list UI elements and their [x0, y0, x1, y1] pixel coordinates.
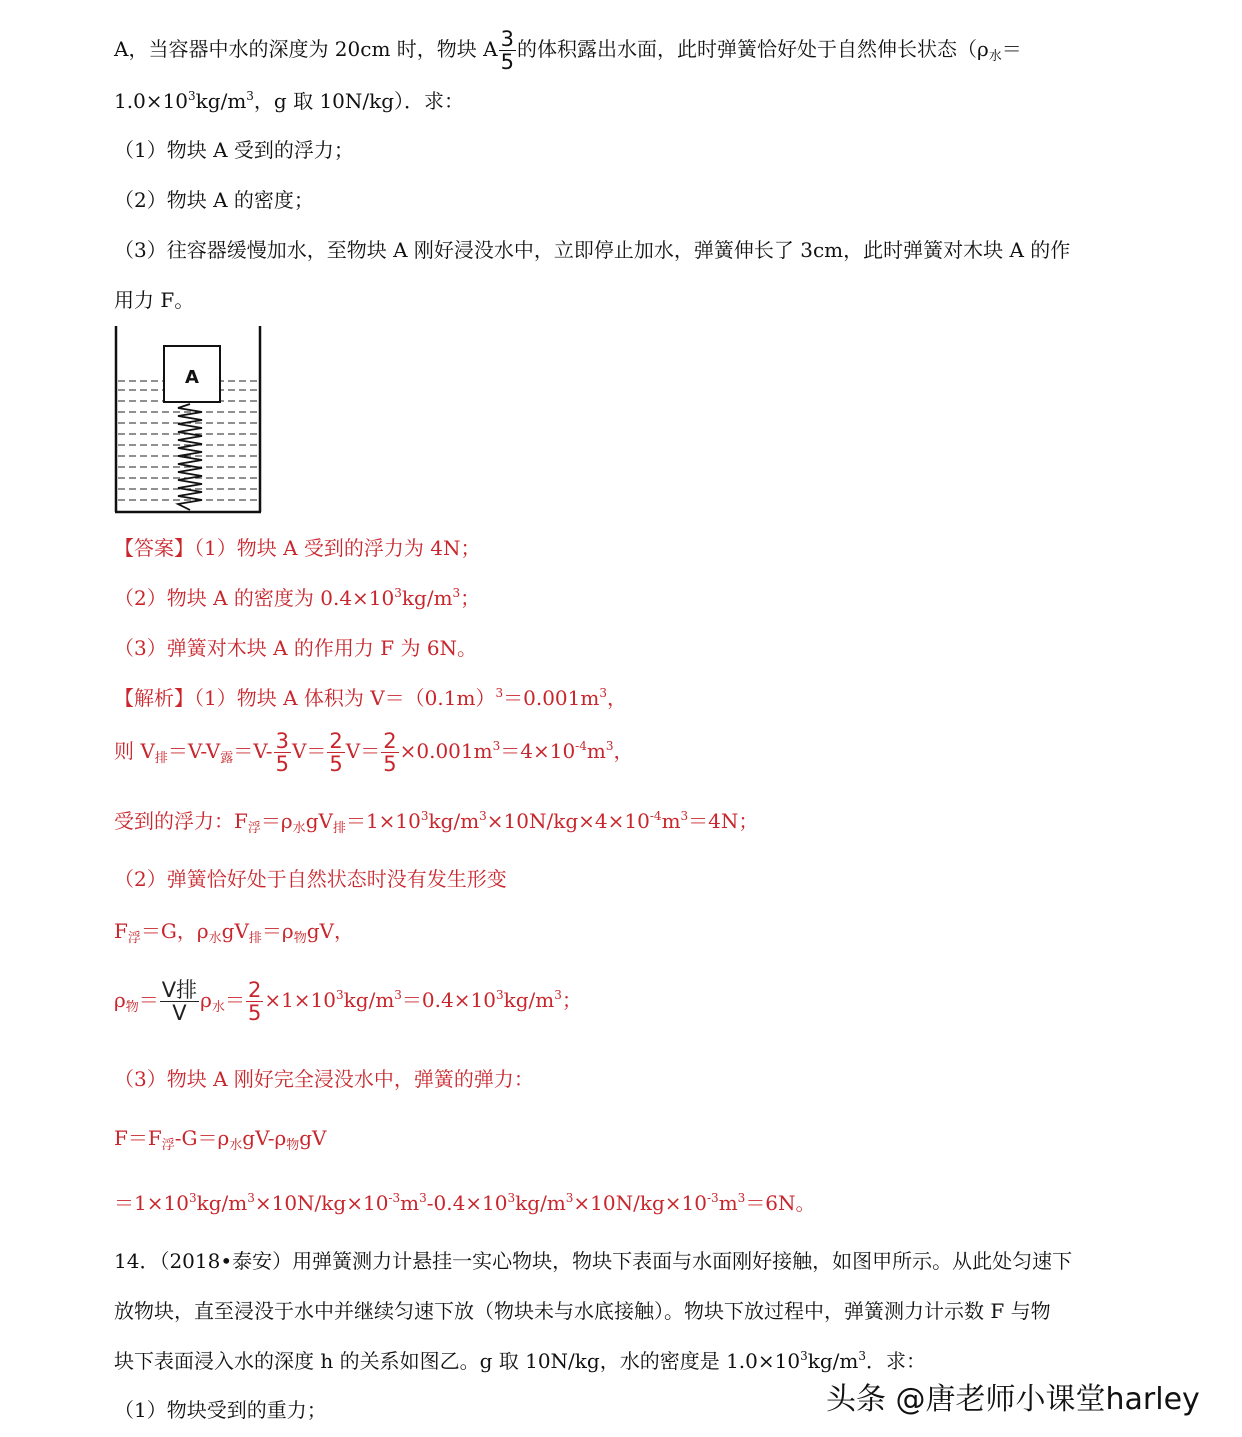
text: gV，	[306, 919, 354, 943]
superscript: 3	[492, 739, 501, 753]
text: kg/m	[401, 586, 453, 610]
text: ＝G，ρ	[140, 919, 209, 943]
subscript: 物	[286, 1138, 300, 1153]
question-2: （2）物块 A 的密度；	[114, 188, 314, 212]
text: m	[400, 1191, 420, 1215]
block-a-label: A	[185, 367, 199, 388]
analysis-line-5	[114, 918, 354, 952]
superscript: 3	[565, 1191, 574, 1205]
answer-line-1	[114, 535, 480, 561]
text: ×10N/kg×10	[254, 1191, 389, 1215]
text: ，	[606, 686, 627, 710]
subscript: 浮	[161, 1138, 175, 1153]
superscript: 3	[420, 809, 429, 823]
denominator: 5	[500, 50, 514, 74]
text: 则 V	[114, 739, 155, 763]
superscript: 3	[605, 739, 614, 753]
superscript: -3	[707, 1191, 719, 1205]
problem14-line-3	[114, 1348, 926, 1374]
text: ＝4N；	[688, 809, 759, 833]
denominator: V	[172, 1001, 187, 1025]
text: ＝	[1001, 37, 1022, 61]
subscript: 水	[229, 1138, 243, 1153]
text: ×1×10	[264, 988, 337, 1012]
text: m	[661, 809, 681, 833]
subscript: 浮	[247, 821, 261, 836]
superscript: -3	[388, 1191, 401, 1205]
analysis-line-8	[114, 1125, 327, 1159]
numerator: 2	[329, 729, 343, 753]
subscript: 露	[220, 751, 234, 766]
text: kg/m	[428, 809, 480, 833]
text: m	[718, 1191, 738, 1215]
text: 受到的浮力：F	[114, 809, 248, 833]
superscript: 3	[858, 1349, 866, 1363]
text: （1）物块 A 体积为 V＝（0.1m）	[194, 686, 496, 710]
text: kg/m	[343, 988, 395, 1012]
superscript: 3	[452, 586, 461, 600]
superscript: 3	[554, 988, 562, 1002]
text: -0.4×10	[426, 1191, 508, 1215]
text: ＝ρ	[261, 919, 294, 943]
text: ＝1×10	[114, 1191, 189, 1215]
problem-intro-line	[114, 28, 1022, 73]
text: ＝4×10	[500, 739, 576, 763]
fraction	[327, 730, 344, 775]
text: ＝	[224, 988, 245, 1012]
numerator: V排	[161, 978, 198, 1002]
question-1: （1）物块 A 受到的浮力；	[114, 138, 354, 162]
superscript: 3	[247, 1191, 255, 1205]
subscript: 物	[125, 1000, 139, 1015]
superscript: 3	[800, 1349, 808, 1363]
text: ，	[613, 739, 634, 763]
text: （1）物块 A 受到的浮力为 4N；	[194, 536, 481, 560]
problem14-question-1: （1）物块受到的重力；	[114, 1398, 327, 1422]
numerator: 2	[247, 978, 262, 1002]
fraction	[274, 730, 291, 775]
denominator: 5	[329, 752, 343, 776]
text: A，当容器中水的深度为 20cm 时，物块 A	[114, 37, 498, 61]
analysis-line-9	[114, 1190, 816, 1216]
text: ×0.001m	[399, 739, 493, 763]
superscript: 3	[394, 586, 402, 600]
text: 1.0×10	[114, 89, 189, 113]
answer-line-3: （3）弹簧对木块 A 的作用力 F 为 6N。	[114, 636, 478, 660]
problem14-line-2: 放物块，直至浸没于水中并继续匀速下放（物块未与水底接触）。物块下放过程中，弹簧测力计示数 F 与物	[114, 1299, 1051, 1323]
superscript: 3	[188, 89, 196, 103]
text: kg/m	[807, 1349, 859, 1373]
text: ＝1×10	[345, 809, 421, 833]
superscript: 3	[188, 1191, 197, 1205]
analysis-line-3	[114, 808, 758, 842]
text: ×10N/kg×4×10	[486, 809, 650, 833]
text: ．求：	[866, 1349, 926, 1373]
text: ，g 取 10N/kg）．求：	[253, 89, 465, 113]
text: gV-ρ	[242, 1126, 287, 1150]
text: kg/m	[195, 89, 247, 113]
superscript: 3	[246, 89, 254, 103]
text: kg/m	[196, 1191, 248, 1215]
question-3-line-1: （3）往容器缓慢加水，至物块 A 刚好浸没水中，立即停止加水，弹簧伸长了 3cm，此时弹簧对木块 A 的作	[114, 238, 1071, 262]
text: V＝	[345, 739, 381, 763]
superscript: -4	[575, 739, 587, 753]
text: F	[114, 919, 128, 943]
numerator: 3	[275, 729, 289, 753]
fraction	[381, 730, 398, 775]
text: ×10N/kg×10	[573, 1191, 707, 1215]
subscript: 水	[988, 49, 1002, 64]
fraction	[246, 979, 263, 1024]
analysis-line-1	[114, 685, 627, 711]
text: （2）物块 A 的密度为 0.4×10	[114, 586, 395, 610]
subscript: 浮	[127, 931, 141, 946]
subscript: 排	[332, 821, 346, 836]
analysis-line-2	[114, 726, 633, 784]
answer-line-2	[114, 585, 480, 611]
subscript: 水	[211, 1000, 225, 1015]
problem-constants-line	[114, 88, 464, 114]
text: gV	[221, 919, 249, 943]
text: ＝6N。	[745, 1191, 816, 1215]
container-spring-figure	[112, 324, 264, 516]
text: ；	[460, 586, 481, 610]
text: ＝V-	[233, 739, 273, 763]
superscript: -4	[649, 809, 662, 823]
text: F＝F	[114, 1126, 162, 1150]
fraction	[160, 979, 199, 1024]
text: 的体积露出水面，此时弹簧恰好处于自然伸长状态（ρ	[516, 37, 989, 61]
watermark: 头条 @唐老师小课堂harley	[826, 1382, 1200, 1417]
superscript: 3	[419, 1191, 427, 1205]
subscript: 排	[248, 931, 262, 946]
denominator: 5	[247, 1001, 262, 1025]
subscript: 水	[208, 931, 222, 946]
denominator: 5	[275, 752, 289, 776]
superscript: 3	[507, 1191, 516, 1205]
analysis-line-7: （3）物块 A 刚好完全浸没水中，弹簧的弹力：	[114, 1067, 534, 1091]
subscript: 排	[154, 751, 168, 766]
superscript: 3	[680, 809, 689, 823]
text: ＝0.4×10	[401, 988, 496, 1012]
text: kg/m	[515, 1191, 566, 1215]
text: kg/m	[503, 988, 555, 1012]
problem14-line-1: 14．（2018•泰安）用弹簧测力计悬挂一实心物块，物块下表面与水面刚好接触，如图甲所示。从此处匀速下	[114, 1249, 1073, 1273]
text: ＝V-V	[167, 739, 221, 763]
denominator: 5	[383, 752, 397, 776]
superscript: 3	[336, 988, 344, 1002]
answer-tag: 【答案】	[114, 536, 194, 560]
fraction	[499, 28, 516, 73]
text: m	[586, 739, 606, 763]
text: -G＝ρ	[174, 1126, 230, 1150]
superscript: 3	[495, 988, 504, 1002]
text: ＝ρ	[260, 809, 293, 833]
subscript: 物	[293, 931, 307, 946]
superscript: 3	[495, 686, 504, 700]
superscript: 3	[479, 809, 487, 823]
text: ＝0.001m	[503, 686, 600, 710]
text: ρ	[200, 988, 212, 1012]
analysis-tag: 【解析】	[114, 686, 194, 710]
superscript: 3	[599, 686, 607, 700]
analysis-line-4: （2）弹簧恰好处于自然状态时没有发生形变	[114, 867, 507, 891]
text: ；	[561, 988, 582, 1012]
spring	[178, 404, 202, 510]
question-3-line-2: 用力 F。	[114, 288, 195, 312]
text: ＝	[138, 988, 159, 1012]
superscript: 3	[737, 1191, 746, 1205]
text: gV	[299, 1126, 327, 1150]
text: ρ	[114, 988, 126, 1012]
superscript: 3	[394, 988, 402, 1002]
text: V＝	[291, 739, 327, 763]
text: 块下表面浸入水的深度 h 的关系如图乙。g 取 10N/kg，水的密度是 1.0×10	[114, 1349, 801, 1373]
text: gV	[305, 809, 333, 833]
analysis-line-6	[114, 974, 582, 1034]
subscript: 水	[292, 821, 306, 836]
numerator: 3	[500, 27, 514, 51]
numerator: 2	[383, 729, 397, 753]
